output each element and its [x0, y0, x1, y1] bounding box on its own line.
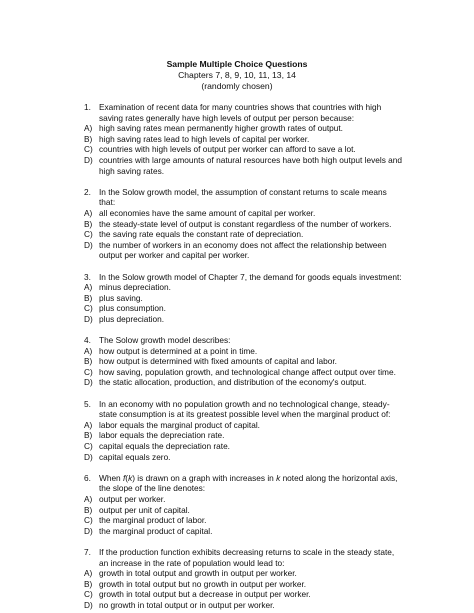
stem-text-part: ) is drawn on a graph with increases in	[132, 472, 277, 483]
option-letter: D)	[84, 525, 93, 536]
answer-option-d	[84, 314, 404, 325]
answer-option-a	[84, 568, 404, 579]
question-stem	[84, 399, 404, 420]
question-stem	[84, 272, 404, 283]
question-stem	[84, 547, 404, 568]
answer-options	[84, 282, 404, 324]
answer-option-d	[84, 155, 404, 176]
answer-option-b	[84, 134, 404, 145]
answer-option-b	[84, 579, 404, 590]
option-letter: C)	[84, 589, 93, 600]
option-text: plus consumption.	[99, 303, 166, 314]
option-letter: C)	[84, 515, 93, 526]
option-letter: D)	[84, 313, 93, 324]
option-letter: A)	[84, 123, 93, 134]
option-text: how output is determined at a point in time.	[99, 345, 258, 356]
question-number: 6.	[84, 472, 91, 483]
question-5	[84, 399, 404, 463]
answer-options	[84, 420, 404, 462]
option-text: output per worker.	[99, 493, 166, 504]
question-number: 4.	[84, 335, 91, 346]
option-text: high saving rates lead to high levels of capital per worker.	[99, 133, 310, 144]
option-letter: B)	[84, 430, 93, 441]
question-number: 5.	[84, 398, 91, 409]
question-text	[99, 473, 397, 494]
option-letter: B)	[84, 292, 93, 303]
document-title: Sample Multiple Choice Questions	[166, 59, 308, 69]
option-text: the marginal product of labor.	[99, 515, 207, 526]
question-6	[84, 473, 404, 537]
answer-option-b	[84, 430, 404, 441]
question-number: 1.	[84, 102, 91, 112]
question-number: 7.	[84, 546, 91, 557]
answer-options	[84, 494, 404, 536]
question-stem	[84, 187, 404, 208]
option-letter: B)	[84, 356, 93, 367]
answer-option-c	[84, 303, 404, 314]
question-stem	[84, 335, 404, 346]
option-letter: A)	[84, 282, 93, 293]
answer-option-b	[84, 505, 404, 516]
stem-text-part: noted along the horizontal axis, the slope of the line denotes:	[99, 472, 398, 494]
option-text: the marginal product of capital.	[99, 525, 213, 536]
option-text: how saving, population growth, and technological change affect output over time.	[99, 366, 396, 377]
option-letter: A)	[84, 568, 93, 579]
option-letter: D)	[84, 154, 93, 165]
option-letter: C)	[84, 303, 93, 314]
document-header	[0, 59, 474, 92]
answer-option-a	[84, 420, 404, 431]
answer-option-d	[84, 526, 404, 537]
answer-option-b	[84, 219, 404, 230]
stem-text-part: When	[99, 472, 123, 483]
answer-options	[84, 568, 404, 610]
option-letter: C)	[84, 144, 93, 155]
function-symbol: f	[122, 472, 126, 483]
option-text: no growth in total output or in output per worker.	[99, 599, 275, 610]
option-text: the number of workers in an economy does not affect the relationship between output per worker and capital per worker.	[99, 239, 387, 261]
option-text: how output is determined with fixed amounts of capital and labor.	[99, 356, 337, 367]
option-letter: B)	[84, 133, 93, 144]
answer-option-a	[84, 208, 404, 219]
question-text: The Solow growth model describes:	[99, 335, 231, 346]
answer-option-a	[84, 494, 404, 505]
option-letter: A)	[84, 493, 93, 504]
answer-option-c	[84, 515, 404, 526]
option-letter: C)	[84, 441, 93, 451]
answer-options	[84, 123, 404, 176]
question-number: 2.	[84, 186, 91, 197]
option-letter: B)	[84, 578, 93, 589]
option-letter: D)	[84, 377, 93, 388]
option-letter: C)	[84, 366, 93, 377]
option-letter: B)	[84, 504, 93, 515]
option-letter: A)	[84, 207, 93, 218]
answer-options	[84, 208, 404, 261]
option-text: countries with high levels of output per worker can afford to save a lot.	[99, 144, 356, 155]
question-1	[84, 102, 404, 176]
option-text: growth in total output but no growth in output per worker.	[99, 578, 307, 589]
option-letter: B)	[84, 218, 93, 229]
option-text: plus saving.	[99, 292, 143, 303]
option-text: plus depreciation.	[99, 313, 165, 324]
selection-note: (randomly chosen)	[201, 81, 273, 91]
answer-option-c	[84, 144, 404, 155]
answer-option-c	[84, 367, 404, 378]
question-7	[84, 547, 404, 611]
option-text: labor equals the depreciation rate.	[99, 430, 225, 441]
answer-option-d	[84, 600, 404, 611]
answer-option-c	[84, 589, 404, 600]
option-text: the saving rate equals the constant rate of depreciation.	[99, 229, 304, 240]
answer-option-c	[84, 441, 404, 452]
option-letter: D)	[84, 239, 93, 250]
option-letter: D)	[84, 451, 93, 462]
option-text: output per unit of capital.	[99, 504, 190, 515]
answer-option-d	[84, 240, 404, 261]
answer-option-a	[84, 346, 404, 357]
answer-option-d	[84, 452, 404, 463]
option-text: labor equals the marginal product of capital.	[99, 419, 260, 430]
variable-symbol: k	[276, 472, 281, 483]
answer-option-d	[84, 377, 404, 388]
variable-symbol: k	[128, 472, 133, 483]
answer-option-a	[84, 282, 404, 293]
option-letter: C)	[84, 229, 93, 240]
option-text: capital equals the depreciation rate.	[99, 441, 230, 451]
question-list	[84, 102, 404, 611]
question-stem	[84, 102, 404, 123]
option-letter: A)	[84, 345, 93, 356]
option-text: all economies have the same amount of capital per worker.	[99, 207, 316, 218]
question-text: In the Solow growth model, the assumption of constant returns to scale means that:	[99, 186, 387, 208]
answer-option-b	[84, 293, 404, 304]
option-text: growth in total output but a decrease in output per worker.	[99, 589, 311, 600]
question-4	[84, 335, 404, 388]
question-text: In an economy with no population growth and no technological change, steady-state consumption is at its greatest possible level when the marginal product of:	[99, 398, 391, 420]
answer-option-b	[84, 356, 404, 367]
question-number: 3.	[84, 271, 91, 282]
option-text: minus depreciation.	[99, 282, 171, 293]
question-text: In the Solow growth model of Chapter 7, the demand for goods equals investment:	[99, 271, 402, 282]
option-text: countries with large amounts of natural resources have both high output levels and high saving rates.	[99, 154, 403, 176]
chapters-line: Chapters 7, 8, 9, 10, 11, 13, 14	[178, 70, 296, 80]
option-letter: D)	[84, 599, 93, 610]
option-text: the steady-state level of output is constant regardless of the number of workers.	[99, 218, 392, 229]
answer-options	[84, 346, 404, 388]
stem-text-part: (	[125, 472, 129, 483]
question-text: Examination of recent data for many countries shows that countries with high saving rates generally have high levels of output per person because:	[99, 102, 382, 123]
question-3	[84, 272, 404, 325]
question-2	[84, 187, 404, 261]
question-stem	[84, 473, 404, 494]
option-letter: A)	[84, 419, 93, 430]
option-text: growth in total output and growth in output per worker.	[99, 568, 297, 579]
option-text: high saving rates mean permanently higher growth rates of output.	[99, 123, 343, 134]
option-text: the static allocation, production, and distribution of the economy's output.	[99, 377, 367, 388]
question-text: If the production function exhibits decreasing returns to scale in the steady state, an increase in the rate of population would lead to:	[99, 546, 395, 568]
answer-option-a	[84, 123, 404, 134]
answer-option-c	[84, 229, 404, 240]
option-text: capital equals zero.	[99, 451, 171, 462]
